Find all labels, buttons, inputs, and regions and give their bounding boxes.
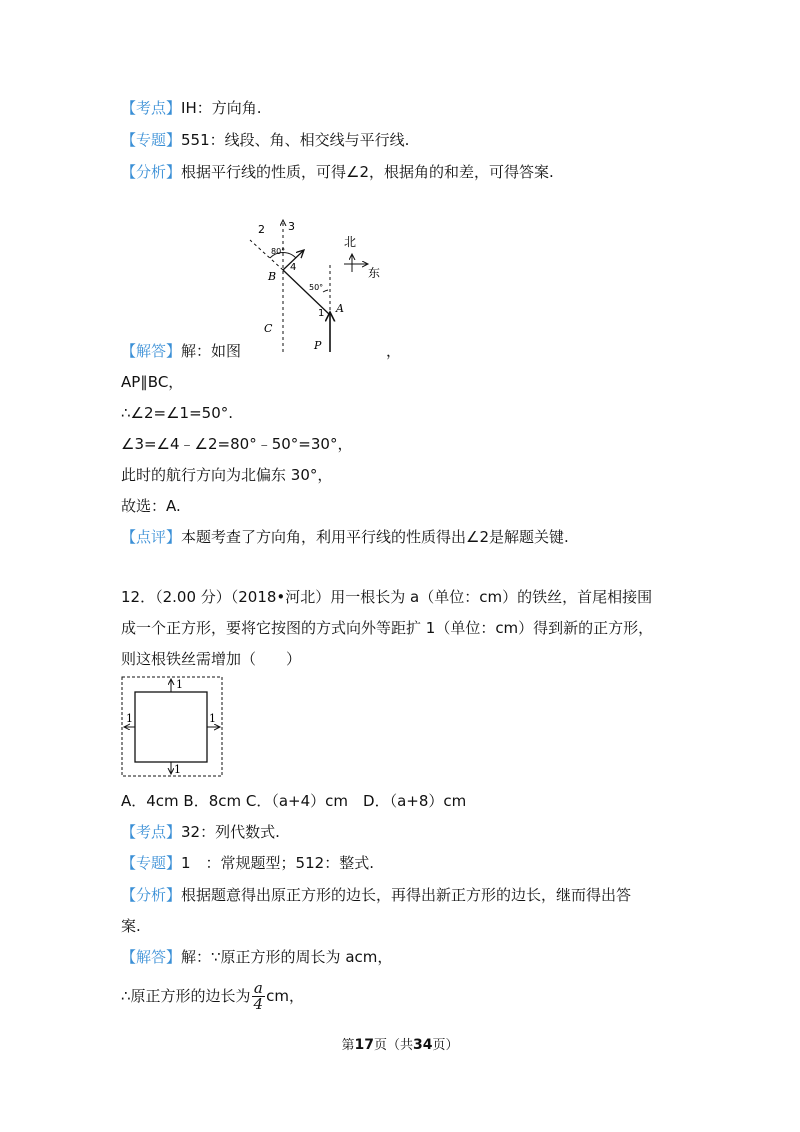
label-east: 东 [368,266,381,280]
label-2: 2 [258,223,265,236]
q12-last-prefix: ∴原正方形的边长为 [121,987,251,1005]
label-80: 80° [271,247,286,256]
dianping-tag: 【点评】 [121,528,182,546]
fenxi-text: 根据平行线的性质，可得∠2，根据角的和差，可得答案. [181,163,554,181]
fenxi-tag: 【分析】 [121,163,182,181]
step-4: 此时的航行方向为北偏东 30°， [121,466,333,484]
jieda-text: 解：如图 [181,342,242,360]
q12-jieda-text: 解：∵原正方形的周长为 acm， [181,948,393,966]
label-3: 3 [288,220,295,233]
q12-fenxi-tag: 【分析】 [121,886,182,904]
q12-options: A．4cm B．8cm C．（a+4）cm D．（a+8）cm [121,792,467,810]
label-left-1: 1 [126,712,133,725]
step-5: 故选：A. [121,497,181,515]
q12-kaodian-tag: 【考点】 [121,823,182,841]
q12-zhuanti-row [121,852,374,874]
angle-arc-50 [323,290,328,292]
fraction-a-over-4 [252,981,266,1012]
jieda-tag: 【解答】 [121,342,182,360]
zhuanti-row [121,129,409,151]
q12-fenxi-line-2: 案. [121,917,141,935]
label-a: A [336,302,344,315]
label-right-1: 1 [209,712,216,725]
kaodian-row [121,97,262,119]
q12-line-2: 成一个正方形，要将它按图的方式向外等距扩 1（单位：cm）得到新的正方形， [121,619,654,637]
inner-square [135,692,207,762]
q12-last-row [121,980,304,1012]
label-top-1: 1 [176,678,183,691]
footer-page-number: 17 [354,1037,374,1053]
kaodian-tag: 【考点】 [121,99,182,117]
step-1: AP∥BC， [121,373,184,391]
footer-post: 页） [432,1038,459,1053]
label-4: 4 [290,262,297,273]
q12-kaodian-row [121,821,280,843]
label-north: 北 [344,235,357,249]
q12-fenxi-row [121,884,631,906]
step-3: ∠3=∠4﹣∠2=80°﹣50°=30°， [121,435,353,453]
q12-kaodian-text: 32：列代数式. [181,823,280,841]
q12-fenxi-text: 根据题意得出原正方形的边长，再得出新正方形的边长，继而得出答 [181,886,632,904]
q12-jieda-tag: 【解答】 [121,948,182,966]
fraction-denominator: 4 [253,995,264,1013]
label-p: P [314,339,322,352]
label-50: 50° [309,283,324,292]
label-1: 1 [318,308,325,319]
footer-pre: 第 [341,1038,355,1053]
jieda-row [121,340,241,362]
footer-mid: 页（共 [373,1038,413,1053]
q12-zhuanti-tag: 【专题】 [121,854,182,872]
dianping-row [121,526,569,548]
q12-zhuanti-text: 1 ：常规题型；512：整式. [181,854,374,872]
page-footer [0,1034,800,1053]
step-2: ∴∠2=∠1=50°. [121,404,234,422]
square-expansion-figure [120,676,224,778]
direction-angle-figure [240,212,410,357]
q12-last-suffix: cm， [266,987,304,1005]
jieda-comma: ， [386,342,402,360]
q12-jieda-row [121,946,392,968]
dianping-text: 本题考查了方向角，利用平行线的性质得出∠2是解题关键. [181,528,569,546]
q12-line-1: 12．（2.00 分）（2018•河北）用一根长为 a（单位：cm）的铁丝，首尾相接围 [121,588,653,606]
zhuanti-text: 551：线段、角、相交线与平行线. [181,131,410,149]
zhuanti-tag: 【专题】 [121,131,182,149]
label-bottom-1: 1 [174,763,181,776]
kaodian-text: IH：方向角. [181,99,262,117]
fraction-numerator: a [252,981,266,997]
label-c: C [264,322,273,335]
q12-line-3: 则这根铁丝需增加（ ） [121,650,302,668]
label-b: B [268,270,277,283]
footer-total-pages: 34 [413,1037,433,1053]
fenxi-row [121,161,554,183]
